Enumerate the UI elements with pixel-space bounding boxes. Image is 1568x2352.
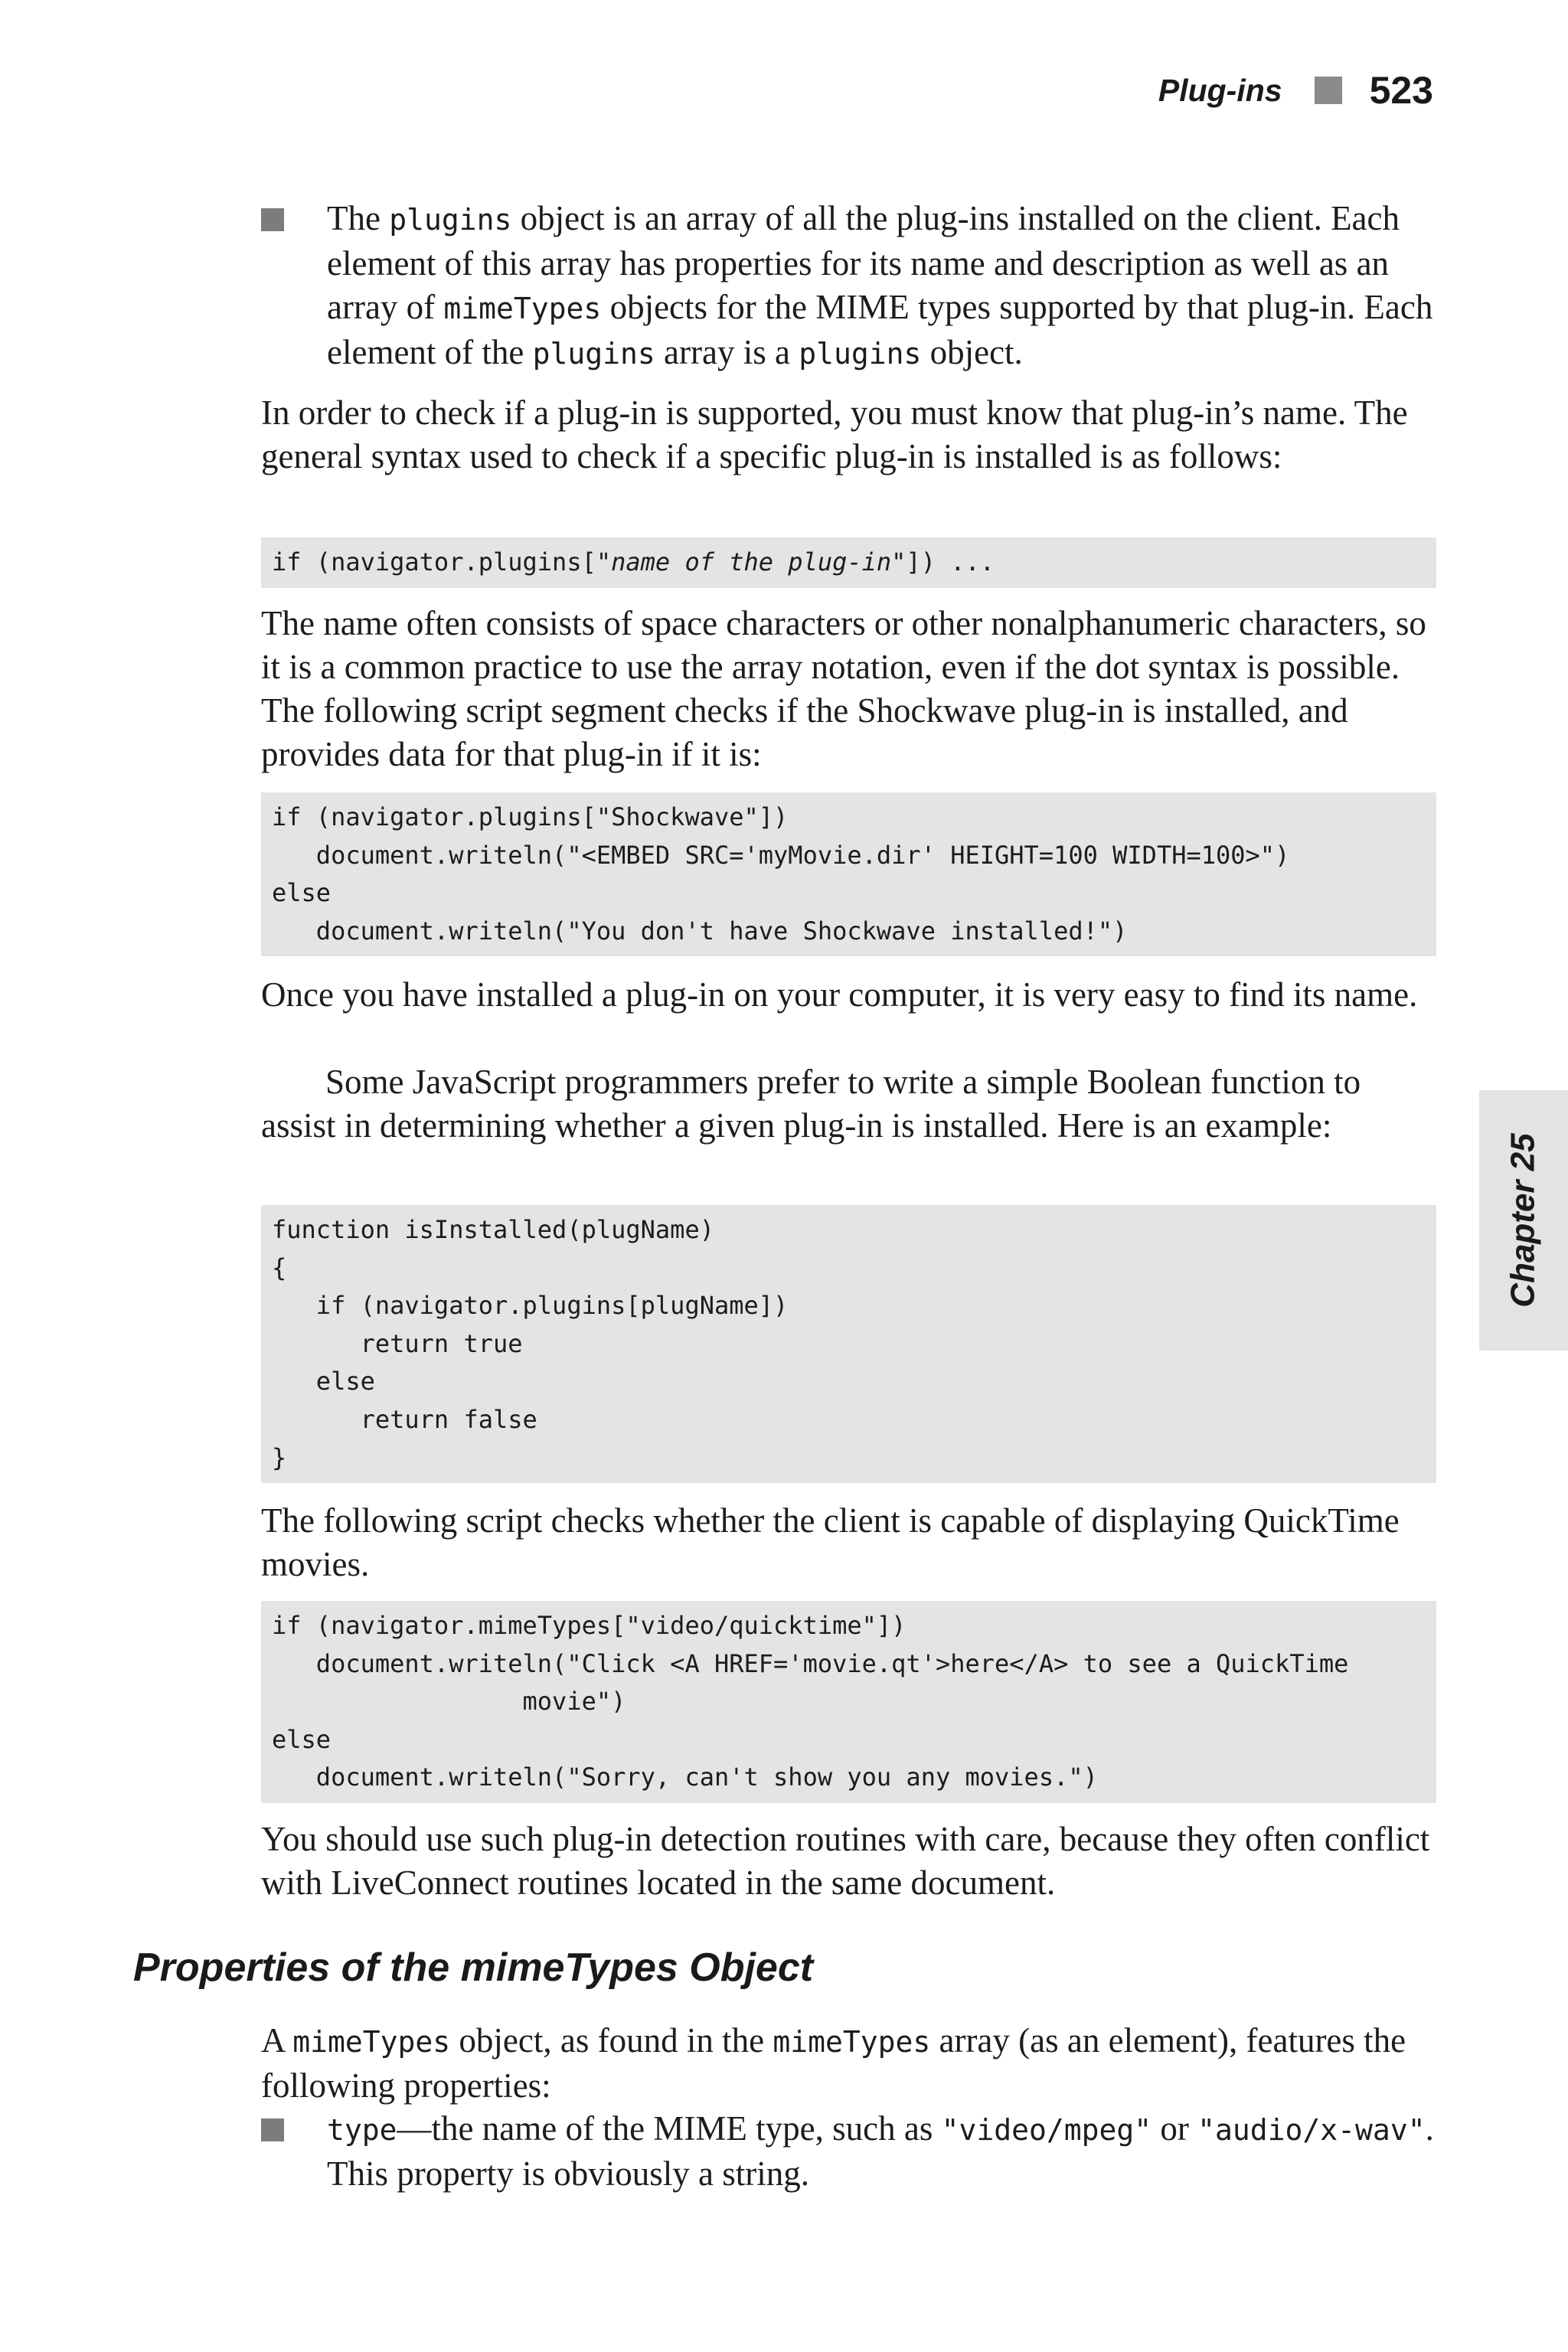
code-block-shockwave — [261, 792, 1436, 956]
bullet-square-marker — [261, 2118, 284, 2141]
bullet-square-marker — [261, 208, 284, 231]
code-text: if (navigator.plugins["name of the plug-in"]) ... — [272, 547, 995, 577]
chapter-side-tab — [1479, 1090, 1568, 1351]
code-block-syntax — [261, 537, 1436, 588]
code-block-isinstalled — [261, 1205, 1436, 1483]
bullet-text: type—the name of the MIME type, such as "video/mpeg" or "audio/x-wav". This property is obviously a string. — [327, 2109, 1434, 2193]
paragraph-quicktime: The following script checks whether the client is capable of displaying QuickTime movies. — [261, 1501, 1400, 1583]
code-text: if (navigator.mimeTypes["video/quicktime"]) document.writeln("Click <A HREF='movie.qt'>here</A> to see a QuickTime movie") else document.writeln("Sorry, can't show you any movies.") — [272, 1611, 1349, 1792]
code-block-quicktime — [261, 1601, 1436, 1803]
paragraph-array-notation: The name often consists of space characters or other nonalphanumeric characters, so it is a common practice to use the array notation, even if the dot syntax is possible. The following script segment checks if the Shockwave plug-in is installed, and provides data for that plug-in if it is: — [261, 604, 1426, 773]
code-text: function isInstalled(plugName) { if (navigator.plugins[plugName]) return true else return false } — [272, 1215, 789, 1472]
running-header — [1158, 67, 1433, 113]
paragraph-mimetypes-object: A mimeTypes object, as found in the mimeTypes array (as an element), features the following properties: — [261, 2021, 1406, 2105]
running-header-title: Plug-ins — [1158, 72, 1282, 108]
chapter-side-tab-label: Chapter 25 — [1504, 1133, 1543, 1308]
bullet-text: The plugins object is an array of all the plug-ins installed on the client. Each element of this array has properties for its name and description as well as an array of mimeTypes objects for the MIME types supported by that plug-in. Each element of the plugins array is a plugins object. — [327, 199, 1433, 371]
header-square-marker — [1315, 77, 1342, 104]
paragraph-boolean-function: Some JavaScript programmers prefer to write a simple Boolean function to assist in determining whether a given plug-in is installed. Here is an example: — [261, 1063, 1361, 1145]
bullet-type-property — [261, 2107, 1436, 2196]
section-heading: Properties of the mimeTypes Object — [133, 1945, 814, 1990]
page-number: 523 — [1369, 69, 1433, 112]
paragraph-caution: You should use such plug-in detection routines with care, because they often conflict with LiveConnect routines located in the same document. — [261, 1820, 1430, 1902]
paragraph-find-name: Once you have installed a plug-in on your computer, it is very easy to find its name. — [261, 975, 1418, 1014]
paragraph-plugin-name: In order to check if a plug-in is supported, you must know that plug-in’s name. The general syntax used to check if a specific plug-in is installed is as follows: — [261, 394, 1408, 475]
bullet-plugins-object — [261, 197, 1436, 376]
code-text: if (navigator.plugins["Shockwave"]) document.writeln("<EMBED SRC='myMovie.dir' HEIGHT=100 WIDTH=100>") else document.writeln("You don't have Shockwave installed!") — [272, 802, 1290, 946]
